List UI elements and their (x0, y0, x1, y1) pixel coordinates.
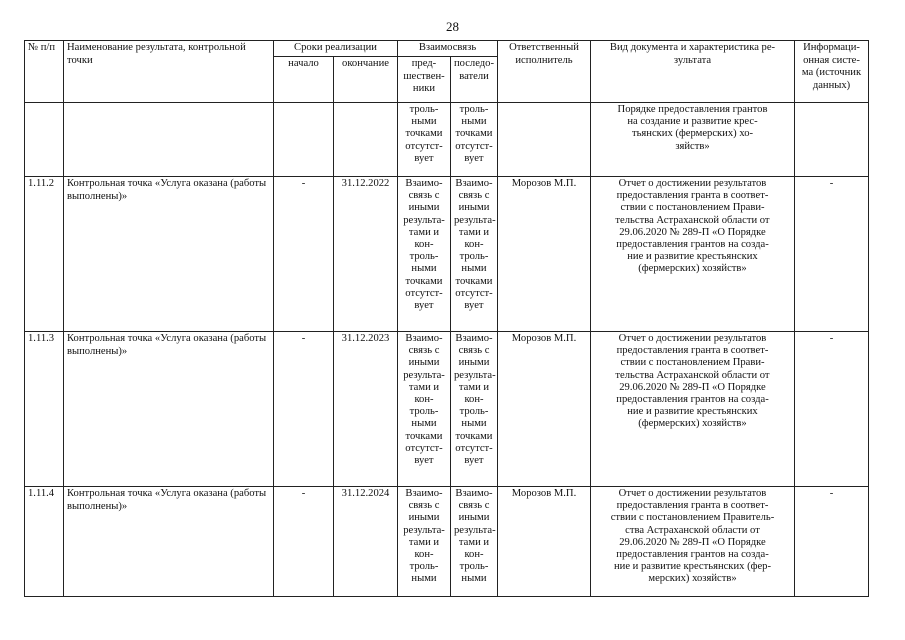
row-successors: троль- ными точками отсутст- вует (451, 103, 498, 177)
row-end: 31.12.2024 (334, 487, 398, 597)
row-name: Контрольная точка «Услуга оказана (работы выполнены)» (64, 177, 274, 332)
header-predecessors: пред- шествен- ники (398, 57, 451, 103)
row-info (795, 103, 869, 177)
row-predecessors: Взаимо- связь с иными результа- тами и кон- троль- ными точками отсутст- вует (398, 332, 451, 487)
row-doc: Отчет о достижении результатов предоставления гранта в соответ- ствии с постановлением Прави- тельства Астраханской области от 29.06.2020 № 289-П «О Порядке предоставления грантов на созда- ние и развитие крестьянских (фермерских) хозяйств» (591, 177, 795, 332)
table-row (25, 177, 869, 332)
row-end (334, 103, 398, 177)
row-num: 1.11.3 (25, 332, 64, 487)
row-doc: Отчет о достижении результатов предоставления гранта в соответ- ствии с постановлением Правитель- ства Астраханской области от 29.06.2020 № 289-П «О Порядке предоставления грантов на созда- ние и развитие крестьянских (фер- мерских) хозяйств» (591, 487, 795, 597)
row-start: - (274, 487, 334, 597)
header-name: Наименование результата, контрольной точки (64, 41, 274, 103)
row-num (25, 103, 64, 177)
row-name: Контрольная точка «Услуга оказана (работы выполнены)» (64, 487, 274, 597)
row-responsible: Морозов М.П. (498, 487, 591, 597)
row-start: - (274, 332, 334, 487)
row-start (274, 103, 334, 177)
row-responsible: Морозов М.П. (498, 177, 591, 332)
table-row (25, 332, 869, 487)
page-number: 28 (446, 19, 459, 34)
header-successors: последо- ватели (451, 57, 498, 103)
row-end: 31.12.2023 (334, 332, 398, 487)
row-name (64, 103, 274, 177)
header-end: окончание (334, 57, 398, 103)
table-row (25, 487, 869, 597)
row-doc: Отчет о достижении результатов предоставления гранта в соответ- ствии с постановлением Прави- тельства Астраханской области от 29.06.2020 № 289-П «О Порядке предоставления грантов на созда- ние и развитие крестьянских (фермерских) хозяйств» (591, 332, 795, 487)
row-name: Контрольная точка «Услуга оказана (работы выполнены)» (64, 332, 274, 487)
header-terms: Сроки реализации (274, 41, 398, 57)
row-successors: Взаимо- связь с иными результа- тами и кон- троль- ными точками отсутст- вует (451, 177, 498, 332)
row-info: - (795, 177, 869, 332)
header-responsible: Ответственный исполнитель (498, 41, 591, 103)
row-predecessors: Взаимо- связь с иными результа- тами и кон- троль- ными (398, 487, 451, 597)
results-table (24, 40, 869, 597)
header-start: начало (274, 57, 334, 103)
row-responsible: Морозов М.П. (498, 332, 591, 487)
row-predecessors: троль- ными точками отсутст- вует (398, 103, 451, 177)
row-successors: Взаимо- связь с иными результа- тами и кон- троль- ными точками отсутст- вует (451, 332, 498, 487)
row-end: 31.12.2022 (334, 177, 398, 332)
row-responsible (498, 103, 591, 177)
header-relation: Взаимосвязь (398, 41, 498, 57)
row-doc: Порядке предоставления грантов на создание и развитие крес- тьянских (фермерских) хо- зяйств» (591, 103, 795, 177)
table-row (25, 103, 869, 177)
header-num: № п/п (25, 41, 64, 103)
row-info: - (795, 332, 869, 487)
header-doc-type: Вид документа и характеристика ре- зультата (591, 41, 795, 103)
row-predecessors: Взаимо- связь с иными результа- тами и кон- троль- ными точками отсутст- вует (398, 177, 451, 332)
row-start: - (274, 177, 334, 332)
row-num: 1.11.4 (25, 487, 64, 597)
row-num: 1.11.2 (25, 177, 64, 332)
header-info-system: Информаци- онная систе- ма (источник данных) (795, 41, 869, 103)
row-successors: Взаимо- связь с иными результа- тами и кон- троль- ными (451, 487, 498, 597)
row-info: - (795, 487, 869, 597)
